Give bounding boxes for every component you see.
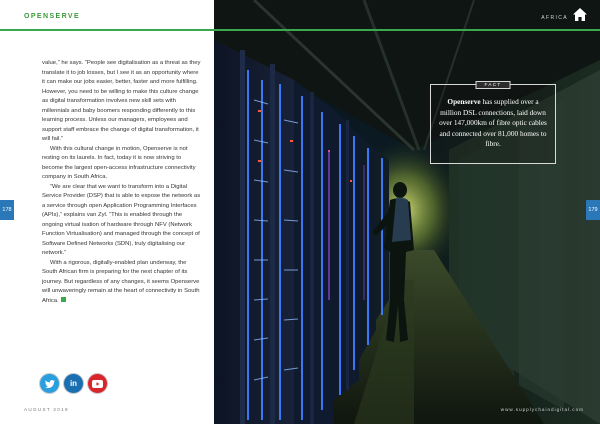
end-mark-icon	[61, 297, 66, 302]
twitter-icon[interactable]	[40, 374, 59, 393]
article-paragraph: With this cultural change in motion, Openserve is not resting on its laurels. In fact, today it is now striving to become the largest open-access infrastructure connectivity company in South Africa.	[42, 145, 196, 180]
fact-box	[430, 84, 556, 164]
article-paragraph	[42, 259, 202, 307]
brand-label: OPENSERVE	[24, 13, 81, 20]
linkedin-icon[interactable]	[64, 374, 83, 393]
header-rule-right	[214, 29, 600, 31]
article-paragraph: value,” he says. “People see digitalisation as a threat as they translate it to job losses, but I see it as an opportunity where it can make our jobs easier, better, faster and more fulfilling. However, you need to be willing to make this culture change as digital transformation involves new skill sets with millennials and baby boomers responding differently to this learning process. Unless our managers, employees and support staff embrace the change of digital transformation, it will fail.”	[42, 60, 201, 142]
website-url[interactable]: www.supplychaindigital.com	[500, 407, 584, 412]
fact-body: has supplied over a million DSL connections, laid down over 147,000km of fibre optic cables and connected over 81,000 homes to fibre.	[439, 97, 547, 149]
article-body	[42, 59, 202, 306]
header-rule	[0, 29, 214, 31]
fact-label: FACT	[476, 81, 511, 89]
article-paragraph: “We are clear that we want to transform into a Digital Service Provider (DSP) that is able to expose the network as a service through open Application Programming Interfaces (APIs),” explains van Zyl. “This is enabled through the ongoing virtual isation of hardware through NFV (Network Function Virtualisation) and managed through the concept of Software Defined Networks (SDN), truly digitalising our network.”	[42, 183, 201, 256]
article-paragraph-text: With a rigorous, digitally-enabled plan underway, the South African firm is preparing for the next chapter of its journey. But regardless of any changes, it seems Openserve will unwaveringly remain at the heart of connectivity in South Africa.	[42, 259, 200, 304]
page-number-right: 179	[586, 200, 600, 220]
region-label: AFRICA	[541, 15, 568, 21]
fact-company: Openserve	[447, 97, 481, 106]
home-icon[interactable]	[572, 7, 588, 22]
left-page	[0, 0, 214, 424]
youtube-icon[interactable]	[88, 374, 107, 393]
fact-text	[437, 97, 549, 150]
page-number-left: 178	[0, 200, 14, 220]
social-links	[40, 374, 107, 393]
issue-date: AUGUST 2018	[24, 407, 69, 412]
linkedin-glyph: in	[69, 379, 78, 388]
datacenter-photo	[214, 0, 600, 424]
